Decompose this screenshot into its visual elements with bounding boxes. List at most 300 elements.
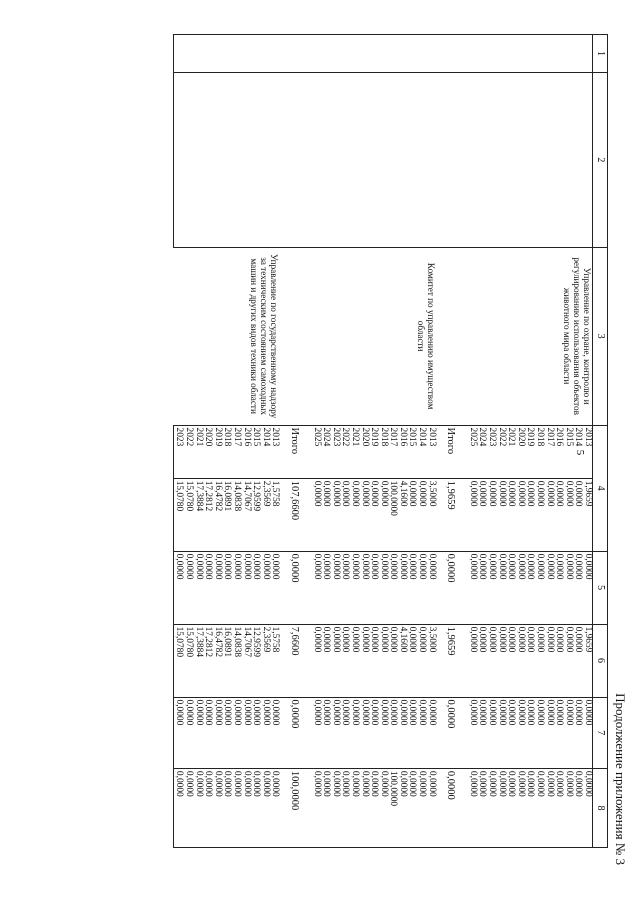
year-cell: 2014 — [573, 425, 583, 478]
table-row — [203, 35, 213, 848]
spacer-cell — [301, 551, 311, 624]
year-cell: 2022 — [496, 425, 506, 478]
value-cell-c5: 0,0000 — [330, 551, 340, 624]
year-cell: 2013 — [426, 425, 436, 478]
value-cell-c4: 0,0000 — [349, 478, 359, 551]
spacer-cell — [301, 35, 311, 73]
value-cell-c5: 0,0000 — [486, 551, 496, 624]
cell-col2 — [417, 72, 427, 247]
value-cell-c7: 0,0000 — [340, 697, 350, 768]
table-row — [417, 35, 427, 848]
cell-col1 — [241, 35, 251, 73]
value-cell-c6: 0,0000 — [369, 624, 379, 697]
cell-col1 — [251, 35, 261, 73]
cell-col1 — [407, 35, 417, 73]
value-cell-c8: 0,0000 — [349, 768, 359, 847]
value-cell-c6: 0,0000 — [467, 624, 477, 697]
cell-col1 — [426, 35, 436, 73]
value-cell-c8: 0,0000 — [203, 768, 213, 847]
cell-col1 — [477, 35, 487, 73]
value-cell-c6: 0,0000 — [573, 624, 583, 697]
value-cell-c6: 16,0891 — [222, 624, 232, 697]
page-number: 5 — [574, 449, 586, 456]
value-cell-c6: 3,5000 — [426, 624, 436, 697]
value-cell-c8: 0,0000 — [251, 768, 261, 847]
spacer-cell — [301, 697, 311, 768]
value-cell-c5: 0,0000 — [515, 551, 525, 624]
table-row — [477, 35, 487, 848]
total-empty-cell — [289, 35, 301, 73]
value-cell-c8: 0,0000 — [241, 768, 251, 847]
cell-col2 — [582, 72, 592, 247]
value-cell-c6: 0,0000 — [515, 624, 525, 697]
value-cell-c7: 0,0000 — [397, 697, 407, 768]
spacer-cell — [457, 697, 467, 768]
cell-col2 — [241, 72, 251, 247]
spacer-cell — [436, 697, 446, 768]
cell-col2 — [426, 72, 436, 247]
value-cell-c8: 0,0000 — [212, 768, 222, 847]
value-cell-c5: 0,0000 — [203, 551, 213, 624]
value-cell-c4: 0,0000 — [407, 478, 417, 551]
cell-col1 — [417, 35, 427, 73]
value-cell-c8: 0,0000 — [359, 768, 369, 847]
value-cell-c4: 0,0000 — [417, 478, 427, 551]
table-row — [525, 35, 535, 848]
total-empty-cell — [446, 247, 458, 425]
value-cell-c7: 0,0000 — [378, 697, 388, 768]
table-row — [359, 35, 369, 848]
value-cell-c4: 0,0000 — [573, 478, 583, 551]
table-row — [270, 35, 280, 848]
cell-col1 — [340, 35, 350, 73]
spacer-cell — [457, 551, 467, 624]
cell-col2 — [231, 72, 241, 247]
value-cell-c5: 0,0000 — [270, 551, 280, 624]
value-cell-c8: 0,0000 — [573, 768, 583, 847]
value-cell-c7: 0,0000 — [212, 697, 222, 768]
spacer-cell — [301, 478, 311, 551]
cell-col2 — [467, 72, 477, 247]
table-row — [407, 35, 417, 848]
value-cell-c6: 14,0838 — [231, 624, 241, 697]
cell-col2 — [477, 72, 487, 247]
spacer-cell — [436, 35, 446, 73]
cell-col1 — [544, 35, 554, 73]
value-cell-c8: 0,0000 — [270, 768, 280, 847]
value-cell-c7: 0,0000 — [582, 697, 592, 768]
table-row — [534, 35, 544, 848]
cell-col1 — [515, 35, 525, 73]
table-row — [231, 35, 241, 848]
value-cell-c5: 0,0000 — [544, 551, 554, 624]
spacer-cell — [436, 768, 446, 847]
year-cell: 2020 — [203, 425, 213, 478]
value-cell-c7: 0,0000 — [534, 697, 544, 768]
year-cell: 2018 — [378, 425, 388, 478]
table-body — [173, 35, 592, 848]
value-cell-c6: 0,0000 — [321, 624, 331, 697]
spacer-row — [436, 35, 446, 848]
table-row — [183, 35, 193, 848]
value-cell-c4: 16,4782 — [212, 478, 222, 551]
col-header-5: 5 — [593, 551, 608, 624]
value-cell-c5: 0,0000 — [222, 551, 232, 624]
cell-col2 — [222, 72, 232, 247]
value-cell-c4: 0,0000 — [477, 478, 487, 551]
cell-col1 — [388, 35, 398, 73]
value-cell-c5: 0,0000 — [417, 551, 427, 624]
value-cell-c5: 0,0000 — [397, 551, 407, 624]
spacer-cell — [279, 551, 289, 624]
value-cell-c6: 15,0780 — [183, 624, 193, 697]
value-cell-c8: 0,0000 — [563, 768, 573, 847]
value-cell-c8: 0,0000 — [515, 768, 525, 847]
value-cell-c7: 0,0000 — [311, 697, 321, 768]
value-cell-c5: 0,0000 — [349, 551, 359, 624]
spacer-cell — [457, 425, 467, 478]
value-cell-c4: 0,0000 — [506, 478, 516, 551]
col-header-1: 1 — [593, 35, 608, 73]
total-empty-cell — [446, 35, 458, 73]
table-row — [330, 35, 340, 848]
value-cell-c5: 0,0000 — [388, 551, 398, 624]
value-cell-c6: 0,0000 — [359, 624, 369, 697]
table-row — [582, 35, 592, 848]
value-cell-c5: 0,0000 — [311, 551, 321, 624]
value-cell-c5: 0,0000 — [321, 551, 331, 624]
value-cell-c4: 15,0780 — [173, 478, 183, 551]
value-cell-c4: 0,0000 — [544, 478, 554, 551]
cell-col2 — [407, 72, 417, 247]
value-cell-c7: 0,0000 — [515, 697, 525, 768]
value-cell-c4: 1,9659 — [582, 478, 592, 551]
value-cell-c7: 0,0000 — [563, 697, 573, 768]
cell-col1 — [222, 35, 232, 73]
total-value-c6: 7,6600 — [289, 624, 301, 697]
cell-col2 — [388, 72, 398, 247]
spacer-row — [457, 35, 467, 848]
cell-col1 — [525, 35, 535, 73]
table-row — [212, 35, 222, 848]
year-cell: 2021 — [193, 425, 203, 478]
value-cell-c8: 0,0000 — [582, 768, 592, 847]
value-cell-c4: 3,5000 — [426, 478, 436, 551]
table-row — [260, 35, 270, 848]
year-cell: 2014 — [417, 425, 427, 478]
spacer-cell — [457, 768, 467, 847]
year-cell: 2019 — [369, 425, 379, 478]
spacer-cell — [301, 247, 311, 425]
cell-col2 — [573, 72, 583, 247]
value-cell-c8: 0,0000 — [534, 768, 544, 847]
year-cell: 2022 — [183, 425, 193, 478]
cell-col1 — [311, 35, 321, 73]
spacer-cell — [301, 425, 311, 478]
value-cell-c8: 0,0000 — [222, 768, 232, 847]
value-cell-c8: 0,0000 — [193, 768, 203, 847]
cell-col1 — [378, 35, 388, 73]
value-cell-c5: 0,0000 — [582, 551, 592, 624]
cell-col2 — [378, 72, 388, 247]
spacer-cell — [436, 624, 446, 697]
value-cell-c6: 1,9659 — [582, 624, 592, 697]
cell-col1 — [467, 35, 477, 73]
table-row — [554, 35, 564, 848]
value-cell-c5: 0,0000 — [426, 551, 436, 624]
year-cell: 2025 — [467, 425, 477, 478]
value-cell-c5: 0,0000 — [251, 551, 261, 624]
cell-col1 — [321, 35, 331, 73]
cell-col2 — [506, 72, 516, 247]
value-cell-c4: 0,0000 — [563, 478, 573, 551]
table-row — [544, 35, 554, 848]
value-cell-c6: 12,9599 — [251, 624, 261, 697]
value-cell-c7: 0,0000 — [573, 697, 583, 768]
value-cell-c4: 0,0000 — [311, 478, 321, 551]
value-cell-c7: 0,0000 — [321, 697, 331, 768]
spacer-cell — [457, 624, 467, 697]
cell-col2 — [330, 72, 340, 247]
value-cell-c6: 14,7067 — [241, 624, 251, 697]
cell-col2 — [340, 72, 350, 247]
value-cell-c6: 0,0000 — [534, 624, 544, 697]
year-cell: 2018 — [222, 425, 232, 478]
value-cell-c7: 0,0000 — [203, 697, 213, 768]
col-header-8: 8 — [593, 768, 608, 847]
value-cell-c5: 0,0000 — [563, 551, 573, 624]
value-cell-c5: 0,0000 — [369, 551, 379, 624]
cell-col2 — [212, 72, 222, 247]
value-cell-c8: 0,0000 — [311, 768, 321, 847]
value-cell-c6: 0,0000 — [554, 624, 564, 697]
cell-col1 — [173, 35, 183, 73]
table-row — [515, 35, 525, 848]
table-row — [496, 35, 506, 848]
cell-col2 — [203, 72, 213, 247]
spacer-cell — [279, 425, 289, 478]
value-cell-c6: 0,0000 — [330, 624, 340, 697]
value-cell-c8: 100,0000 — [388, 768, 398, 847]
cell-col2 — [193, 72, 203, 247]
cell-col2 — [534, 72, 544, 247]
cell-col2 — [321, 72, 331, 247]
total-row — [289, 35, 301, 848]
value-cell-c4: 100,0000 — [388, 478, 398, 551]
year-cell: 2016 — [554, 425, 564, 478]
table-row — [563, 35, 573, 848]
value-cell-c8: 0,0000 — [231, 768, 241, 847]
value-cell-c8: 0,0000 — [467, 768, 477, 847]
value-cell-c8: 0,0000 — [397, 768, 407, 847]
value-cell-c6: 0,0000 — [544, 624, 554, 697]
value-cell-c6: 0,0000 — [563, 624, 573, 697]
value-cell-c8: 0,0000 — [525, 768, 535, 847]
value-cell-c5: 0,0000 — [573, 551, 583, 624]
total-value-c5: 0,0000 — [446, 551, 458, 624]
cell-col1 — [270, 35, 280, 73]
table-row — [222, 35, 232, 848]
value-cell-c6: 0,0000 — [378, 624, 388, 697]
value-cell-c8: 0,0000 — [321, 768, 331, 847]
year-cell: 2013 — [270, 425, 280, 478]
value-cell-c6: 0,0000 — [496, 624, 506, 697]
value-cell-c4: 15,0780 — [183, 478, 193, 551]
spacer-cell — [457, 35, 467, 73]
cell-col1 — [193, 35, 203, 73]
value-cell-c5: 0,0000 — [477, 551, 487, 624]
total-empty-cell — [446, 72, 458, 247]
col-header-7: 7 — [593, 697, 608, 768]
cell-col2 — [486, 72, 496, 247]
table-row — [369, 35, 379, 848]
value-cell-c4: 0,0000 — [525, 478, 535, 551]
cell-col1 — [231, 35, 241, 73]
value-cell-c4: 0,0000 — [534, 478, 544, 551]
cell-col2 — [496, 72, 506, 247]
value-cell-c4: 12,9599 — [251, 478, 261, 551]
year-cell: 2023 — [330, 425, 340, 478]
year-cell: 2024 — [321, 425, 331, 478]
value-cell-c4: 2,3569 — [260, 478, 270, 551]
table-row — [251, 35, 261, 848]
value-cell-c7: 0,0000 — [231, 697, 241, 768]
cell-col1 — [554, 35, 564, 73]
agency-name: Комитет по управлению имуществом области — [311, 247, 436, 425]
total-row — [446, 35, 458, 848]
value-cell-c5: 0,0000 — [496, 551, 506, 624]
spacer-cell — [436, 551, 446, 624]
cell-col1 — [506, 35, 516, 73]
value-cell-c6: 1,5758 — [270, 624, 280, 697]
value-cell-c8: 0,0000 — [340, 768, 350, 847]
agency-name: Управление по охране, контролю и регулированию использования объектов животного мира области — [467, 247, 592, 425]
value-cell-c8: 0,0000 — [260, 768, 270, 847]
cell-col1 — [183, 35, 193, 73]
value-cell-c6: 0,0000 — [340, 624, 350, 697]
value-cell-c7: 0,0000 — [486, 697, 496, 768]
spacer-row — [279, 35, 289, 848]
value-cell-c5: 0,0000 — [525, 551, 535, 624]
value-cell-c8: 0,0000 — [496, 768, 506, 847]
table-row — [573, 35, 583, 848]
value-cell-c5: 0,0000 — [193, 551, 203, 624]
value-cell-c6: 17,2812 — [203, 624, 213, 697]
value-cell-c4: 0,0000 — [378, 478, 388, 551]
value-cell-c5: 0,0000 — [467, 551, 477, 624]
spacer-cell — [457, 478, 467, 551]
total-value-c6: 1,9659 — [446, 624, 458, 697]
total-value-c8: 100,0000 — [289, 768, 301, 847]
year-cell: 2024 — [477, 425, 487, 478]
year-cell: 2023 — [486, 425, 496, 478]
year-cell: 2015 — [251, 425, 261, 478]
year-cell: 2019 — [212, 425, 222, 478]
cell-col2 — [260, 72, 270, 247]
value-cell-c5: 0,0000 — [378, 551, 388, 624]
cell-col2 — [554, 72, 564, 247]
value-cell-c7: 0,0000 — [426, 697, 436, 768]
cell-col1 — [349, 35, 359, 73]
table-row — [311, 35, 321, 848]
value-cell-c6: 15,0780 — [173, 624, 183, 697]
value-cell-c7: 0,0000 — [270, 697, 280, 768]
value-cell-c6: 0,0000 — [477, 624, 487, 697]
year-cell: 2016 — [397, 425, 407, 478]
table-row — [378, 35, 388, 848]
total-empty-cell — [289, 72, 301, 247]
cell-col1 — [260, 35, 270, 73]
value-cell-c4: 0,0000 — [496, 478, 506, 551]
value-cell-c6: 16,4782 — [212, 624, 222, 697]
value-cell-c4: 14,0838 — [231, 478, 241, 551]
spacer-cell — [279, 768, 289, 847]
table-row — [193, 35, 203, 848]
total-label: Итого — [289, 425, 301, 478]
cell-col1 — [369, 35, 379, 73]
value-cell-c4: 0,0000 — [330, 478, 340, 551]
table-row — [467, 35, 477, 848]
spacer-cell — [457, 72, 467, 247]
year-cell: 2017 — [544, 425, 554, 478]
spacer-cell — [279, 697, 289, 768]
cell-col1 — [563, 35, 573, 73]
spacer-cell — [279, 478, 289, 551]
col-header-2: 2 — [593, 72, 608, 247]
value-cell-c5: 0,0000 — [534, 551, 544, 624]
table-row — [506, 35, 516, 848]
total-empty-cell — [289, 247, 301, 425]
value-cell-c7: 0,0000 — [525, 697, 535, 768]
value-cell-c5: 0,0000 — [506, 551, 516, 624]
value-cell-c7: 0,0000 — [260, 697, 270, 768]
value-cell-c6: 0,0000 — [407, 624, 417, 697]
spacer-cell — [301, 72, 311, 247]
spacer-cell — [436, 425, 446, 478]
value-cell-c8: 0,0000 — [426, 768, 436, 847]
spacer-cell — [279, 72, 289, 247]
cell-col2 — [349, 72, 359, 247]
value-cell-c8: 0,0000 — [477, 768, 487, 847]
value-cell-c5: 0,0000 — [231, 551, 241, 624]
value-cell-c8: 0,0000 — [407, 768, 417, 847]
value-cell-c4: 17,3884 — [193, 478, 203, 551]
value-cell-c8: 0,0000 — [554, 768, 564, 847]
value-cell-c6: 0,0000 — [486, 624, 496, 697]
year-cell: 2021 — [349, 425, 359, 478]
value-cell-c5: 0,0000 — [241, 551, 251, 624]
cell-col1 — [582, 35, 592, 73]
year-cell: 2015 — [407, 425, 417, 478]
year-cell: 2013 — [582, 425, 592, 478]
year-cell: 2021 — [506, 425, 516, 478]
value-cell-c5: 0,0000 — [340, 551, 350, 624]
value-cell-c5: 0,0000 — [554, 551, 564, 624]
header-row — [593, 35, 608, 848]
value-cell-c8: 0,0000 — [183, 768, 193, 847]
total-value-c7: 0,0000 — [446, 697, 458, 768]
finance-table — [173, 34, 608, 848]
value-cell-c7: 0,0000 — [349, 697, 359, 768]
cell-col2 — [544, 72, 554, 247]
value-cell-c7: 0,0000 — [222, 697, 232, 768]
total-label: Итого — [446, 425, 458, 478]
total-value-c5: 0,0000 — [289, 551, 301, 624]
value-cell-c4: 16,0891 — [222, 478, 232, 551]
spacer-cell — [279, 624, 289, 697]
table-row — [486, 35, 496, 848]
value-cell-c7: 0,0000 — [388, 697, 398, 768]
